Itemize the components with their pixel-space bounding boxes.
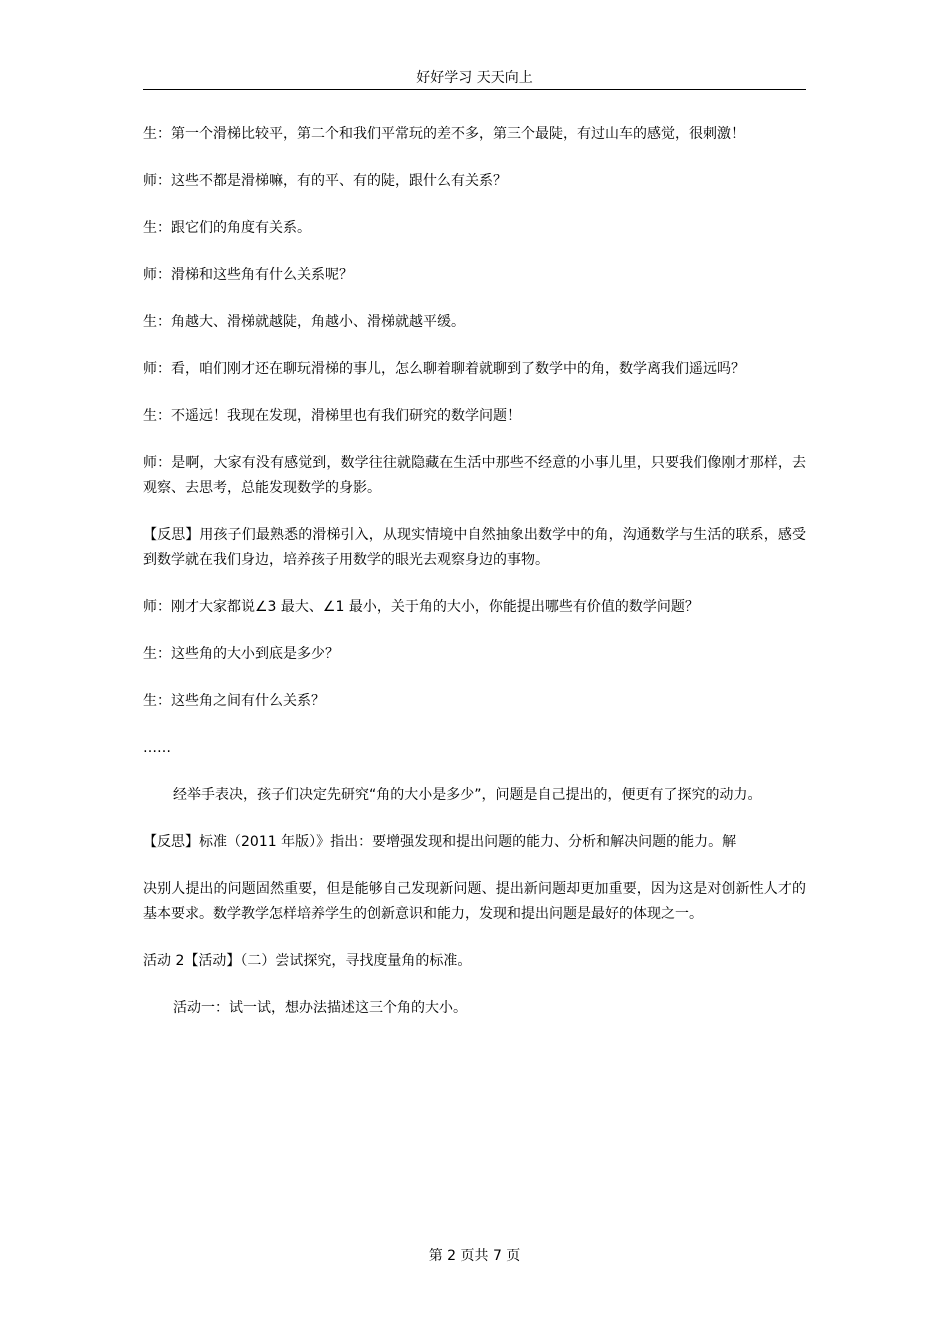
paragraph: 师：滑梯和这些角有什么关系呢？ [143, 267, 353, 283]
paragraph: 生：跟它们的角度有关系。 [143, 220, 311, 236]
page-number: 第 2 页共 7 页 [428, 1248, 521, 1264]
paragraph: 师：刚才大家都说∠3 最大、∠1 最小，关于角的大小，你能提出哪些有价值的数学问题？ [143, 599, 699, 615]
paragraph: 生：这些角之间有什么关系？ [143, 693, 325, 709]
paragraph: 生：不遥远！我现在发现，滑梯里也有我们研究的数学问题！ [143, 408, 521, 424]
page-header: 好好学习 天天向上 [416, 70, 533, 86]
document-body [143, 122, 806, 1043]
paragraph: 生：这些角的大小到底是多少？ [143, 646, 339, 662]
activity-heading: 活动 2【活动】（二）尝试探究，寻找度量角的标准。 [143, 953, 472, 969]
paragraph: 生：第一个滑梯比较平，第二个和我们平常玩的差不多，第三个最陡，有过山车的感觉，很刺激！ [143, 126, 745, 142]
reflection-paragraph: 【反思】标准（2011 年版）》指出：要增强发现和提出问题的能力、分析和解决问题的能力。解 [143, 834, 737, 850]
header-divider [143, 89, 806, 90]
reflection-paragraph: 【反思】用孩子们最熟悉的滑梯引入，从现实情境中自然抽象出数学中的角，沟通数学与生活的联系，感受到数学就在我们身边，培养孩子用数学的眼光去观察身边的事物。 [143, 527, 806, 568]
paragraph: 师：这些不都是滑梯嘛，有的平、有的陡，跟什么有关系？ [143, 173, 507, 189]
paragraph: 决别人提出的问题固然重要，但是能够自己发现新问题、提出新问题却更加重要，因为这是对创新性人才的基本要求。数学教学怎样培养学生的创新意识和能力，发现和提出问题是最好的体现之一。 [143, 881, 806, 922]
paragraph: 师：看，咱们刚才还在聊玩滑梯的事儿，怎么聊着聊着就聊到了数学中的角，数学离我们遥远吗？ [143, 361, 745, 377]
ellipsis-paragraph: …… [143, 740, 171, 756]
paragraph: 师：是啊，大家有没有感觉到，数学往往就隐藏在生活中那些不经意的小事儿里，只要我们像刚才那样，去观察、去思考，总能发现数学的身影。 [143, 455, 806, 496]
paragraph: 经举手表决，孩子们决定先研究“角的大小是多少”，问题是自己提出的，便更有了探究的动力。 [173, 787, 762, 803]
activity-item: 活动一：试一试，想办法描述这三个角的大小。 [173, 1000, 467, 1016]
paragraph: 生：角越大、滑梯就越陡，角越小、滑梯就越平缓。 [143, 314, 465, 330]
